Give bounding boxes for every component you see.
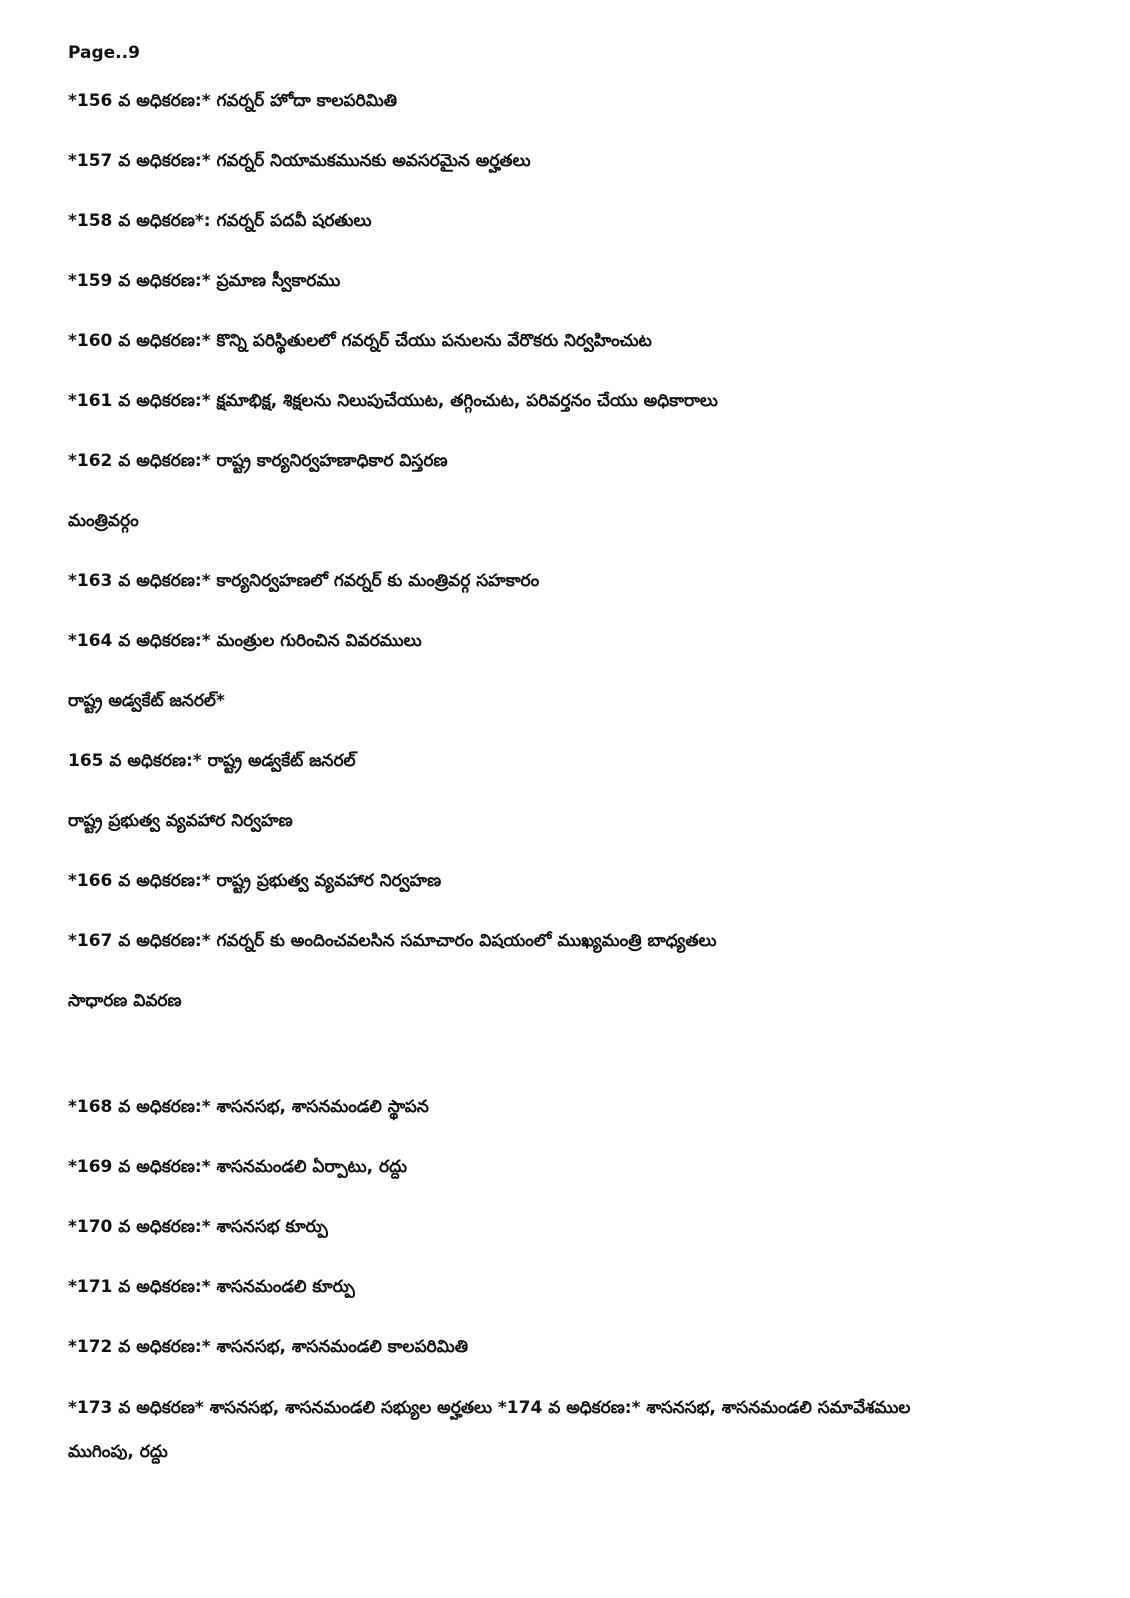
article-162-line: *162 వ అధికరణ:* రాష్ట్ర కార్యనిర్వహణాధికార విస్తరణ: [68, 451, 448, 471]
article-158-line: *158 వ అధికరణ*: గవర్నర్ పదవీ షరతులు: [68, 211, 372, 231]
article-160-line: *160 వ అధికరణ:* కొన్ని పరిస్థితులలో గవర్నర్ చేయు పనులను వేరొకరు నిర్వహించుట: [68, 331, 652, 351]
article-173-174-line: *173 వ అధికరణ* శాసనసభ, శాసనమండలి సభ్యుల అర్హతలు *174 వ అధికరణ:* శాసనసభ, శాసనమండలి సమావేశముల: [68, 1398, 911, 1418]
article-170-line: *170 వ అధికరణ:* శాసనసభ కూర్పు: [68, 1217, 328, 1237]
page-number: Page..9: [68, 43, 140, 63]
article-171-line: *171 వ అధికరణ:* శాసనమండలి కూర్పు: [68, 1277, 355, 1297]
article-166-line: *166 వ అధికరణ:* రాష్ట్ర ప్రభుత్వ వ్యవహార నిర్వహణ: [68, 871, 442, 891]
article-174-continuation: ముగింపు, రద్దు: [68, 1442, 168, 1462]
article-164-line: *164 వ అధికరణ:* మంత్రుల గురించిన వివరములు: [68, 631, 422, 651]
article-161-line: *161 వ అధికరణ:* క్షమాభిక్ష, శిక్షలను నిలుపుచేయుట, తగ్గించుట, పరివర్తనం చేయు అధికారాలు: [68, 391, 718, 411]
section-heading-general: సాధారణ వివరణ: [68, 991, 182, 1011]
article-169-line: *169 వ అధికరణ:* శాసనమండలి ఏర్పాటు, రద్దు: [68, 1157, 408, 1177]
section-heading-advocate-general: రాష్ట్ర అడ్వకేట్ జనరల్*: [68, 691, 225, 711]
article-172-line: *172 వ అధికరణ:* శాసనసభ, శాసనమండలి కాలపరిమితి: [68, 1337, 469, 1357]
article-168-line: *168 వ అధికరణ:* శాసనసభ, శాసనమండలి స్థాపన: [68, 1097, 429, 1117]
article-163-line: *163 వ అధికరణ:* కార్యనిర్వహణలో గవర్నర్ కు మంత్రివర్గ సహకారం: [68, 571, 540, 591]
section-heading-council-of-ministers: మంత్రివర్గం: [68, 511, 139, 531]
article-156-line: *156 వ అధికరణ:* గవర్నర్ హోదా కాలపరిమితి: [68, 91, 397, 111]
article-157-line: *157 వ అధికరణ:* గవర్నర్ నియామకమునకు అవసరమైన అర్హతలు: [68, 151, 531, 171]
section-heading-conduct-of-business: రాష్ట్ర ప్రభుత్వ వ్యవహార నిర్వహణ: [68, 811, 293, 831]
article-159-line: *159 వ అధికరణ:* ప్రమాణ స్వీకారము: [68, 271, 341, 291]
article-167-line: *167 వ అధికరణ:* గవర్నర్ కు అందించవలసిన సమాచారం విషయంలో ముఖ్యమంత్రి బాధ్యతలు: [68, 931, 717, 951]
article-165-line: 165 వ అధికరణ:* రాష్ట్ర అడ్వకేట్ జనరల్: [68, 751, 356, 771]
